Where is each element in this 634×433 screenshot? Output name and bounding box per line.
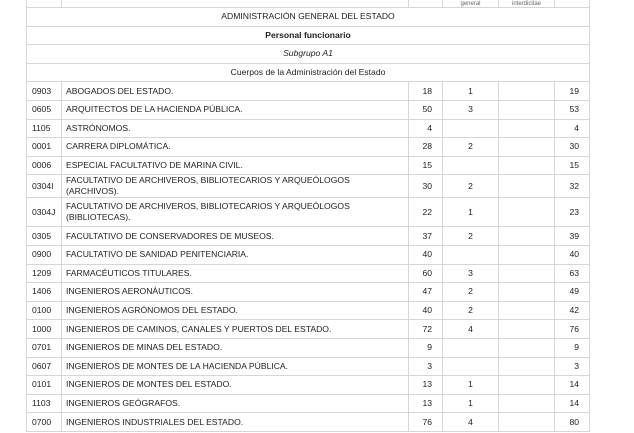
- row-total: 23: [555, 198, 590, 227]
- table-row: [27, 376, 590, 395]
- table-row: [27, 338, 590, 357]
- row-value-a: 72: [409, 320, 443, 339]
- header-cell-general: general: [443, 0, 499, 8]
- header-cell: [27, 0, 62, 8]
- table-body: [27, 0, 590, 431]
- row-code: 0900: [27, 245, 62, 264]
- row-value-c: [499, 357, 555, 376]
- table-row: [27, 138, 590, 157]
- row-value-a: 76: [409, 413, 443, 432]
- table-row: [27, 100, 590, 119]
- row-value-b: 3: [443, 100, 499, 119]
- row-value-b: 2: [443, 283, 499, 302]
- row-value-a: 13: [409, 376, 443, 395]
- row-code: 0700: [27, 413, 62, 432]
- row-value-c: [499, 376, 555, 395]
- table-row: [27, 283, 590, 302]
- row-code: 0903: [27, 82, 62, 101]
- row-value-c: [499, 338, 555, 357]
- row-name: FACULTATIVO DE ARCHIVEROS, BIBLIOTECARIOS Y ARQUEÓLOGOS (ARCHIVOS).: [62, 175, 409, 198]
- row-value-b: 2: [443, 175, 499, 198]
- section-title-subgrupo: Subgrupo A1: [27, 45, 590, 64]
- row-value-a: 9: [409, 338, 443, 357]
- row-total: 76: [555, 320, 590, 339]
- row-name: INGENIEROS GEÓGRAFOS.: [62, 394, 409, 413]
- row-value-b: 2: [443, 227, 499, 246]
- row-name: INGENIEROS DE MONTES DE LA HACIENDA PÚBLICA.: [62, 357, 409, 376]
- row-total: 19: [555, 82, 590, 101]
- row-total: 15: [555, 156, 590, 175]
- row-name: INGENIEROS INDUSTRIALES DEL ESTADO.: [62, 413, 409, 432]
- row-code: 0304J: [27, 198, 62, 227]
- row-name: FACULTATIVO DE ARCHIVEROS, BIBLIOTECARIOS Y ARQUEÓLOGOS (BIBLIOTECAS).: [62, 198, 409, 227]
- row-value-c: [499, 320, 555, 339]
- row-total: 3: [555, 357, 590, 376]
- row-value-a: 40: [409, 301, 443, 320]
- header-cell: [409, 0, 443, 8]
- table-row: [27, 394, 590, 413]
- row-code: 0001: [27, 138, 62, 157]
- table-row: [27, 119, 590, 138]
- table-row: [27, 227, 590, 246]
- row-value-b: 1: [443, 394, 499, 413]
- row-value-c: [499, 245, 555, 264]
- row-value-b: [443, 119, 499, 138]
- row-name: FACULTATIVO DE CONSERVADORES DE MUSEOS.: [62, 227, 409, 246]
- header-cell-interdicitae: interdicitae: [499, 0, 555, 8]
- table-row: [27, 175, 590, 198]
- row-total: 4: [555, 119, 590, 138]
- row-value-a: 15: [409, 156, 443, 175]
- row-name: CARRERA DIPLOMÁTICA.: [62, 138, 409, 157]
- table-row: [27, 198, 590, 227]
- row-name: ASTRÓNOMOS.: [62, 119, 409, 138]
- row-value-c: [499, 301, 555, 320]
- row-value-a: 30: [409, 175, 443, 198]
- row-value-a: 47: [409, 283, 443, 302]
- row-value-a: 4: [409, 119, 443, 138]
- row-value-b: 3: [443, 264, 499, 283]
- positions-table: [26, 0, 590, 432]
- section-title-admin: ADMINISTRACIÓN GENERAL DEL ESTADO: [27, 8, 590, 27]
- section-row-personal: [27, 26, 590, 45]
- row-value-c: [499, 156, 555, 175]
- row-value-c: [499, 119, 555, 138]
- row-value-b: [443, 338, 499, 357]
- header-cell: [555, 0, 590, 8]
- row-code: 1000: [27, 320, 62, 339]
- row-name: ABOGADOS DEL ESTADO.: [62, 82, 409, 101]
- row-value-a: 37: [409, 227, 443, 246]
- row-total: 39: [555, 227, 590, 246]
- row-total: 9: [555, 338, 590, 357]
- row-value-a: 60: [409, 264, 443, 283]
- row-value-a: 18: [409, 82, 443, 101]
- row-value-b: 4: [443, 413, 499, 432]
- table-row: [27, 82, 590, 101]
- table-row: [27, 413, 590, 432]
- row-value-a: 50: [409, 100, 443, 119]
- row-value-b: [443, 357, 499, 376]
- row-total: 14: [555, 394, 590, 413]
- row-value-b: 1: [443, 198, 499, 227]
- table-row: [27, 301, 590, 320]
- row-code: 0607: [27, 357, 62, 376]
- row-value-c: [499, 82, 555, 101]
- row-name: FACULTATIVO DE SANIDAD PENITENCIARIA.: [62, 245, 409, 264]
- table-row: [27, 245, 590, 264]
- row-value-b: 4: [443, 320, 499, 339]
- row-total: 30: [555, 138, 590, 157]
- row-name: INGENIEROS AERONÁUTICOS.: [62, 283, 409, 302]
- row-name: INGENIEROS DE CAMINOS, CANALES Y PUERTOS DEL ESTADO.: [62, 320, 409, 339]
- table-row: [27, 156, 590, 175]
- table-row: [27, 320, 590, 339]
- row-value-a: 3: [409, 357, 443, 376]
- section-row-cuerpos: [27, 63, 590, 82]
- row-code: 0101: [27, 376, 62, 395]
- row-value-c: [499, 175, 555, 198]
- row-value-b: [443, 245, 499, 264]
- row-value-a: 22: [409, 198, 443, 227]
- row-value-c: [499, 198, 555, 227]
- row-total: 53: [555, 100, 590, 119]
- row-name: INGENIEROS AGRÓNOMOS DEL ESTADO.: [62, 301, 409, 320]
- section-title-cuerpos: Cuerpos de la Administración del Estado: [27, 63, 590, 82]
- row-value-c: [499, 100, 555, 119]
- row-code: 0305: [27, 227, 62, 246]
- row-total: 42: [555, 301, 590, 320]
- row-value-c: [499, 394, 555, 413]
- row-name: ARQUITECTOS DE LA HACIENDA PÚBLICA.: [62, 100, 409, 119]
- row-code: 0605: [27, 100, 62, 119]
- row-code: 1103: [27, 394, 62, 413]
- row-value-c: [499, 283, 555, 302]
- row-code: 0304I: [27, 175, 62, 198]
- row-code: 0100: [27, 301, 62, 320]
- table-row: [27, 264, 590, 283]
- row-value-c: [499, 264, 555, 283]
- row-total: 14: [555, 376, 590, 395]
- row-total: 32: [555, 175, 590, 198]
- row-code: 1105: [27, 119, 62, 138]
- section-title-personal: Personal funcionario: [27, 26, 590, 45]
- row-value-c: [499, 227, 555, 246]
- row-total: 63: [555, 264, 590, 283]
- document-page: [26, 0, 589, 432]
- row-value-b: 2: [443, 138, 499, 157]
- header-fragment-row: [27, 0, 590, 8]
- row-name: ESPECIAL FACULTATIVO DE MARINA CIVIL.: [62, 156, 409, 175]
- row-value-a: 28: [409, 138, 443, 157]
- row-name: FARMACÉUTICOS TITULARES.: [62, 264, 409, 283]
- row-value-c: [499, 138, 555, 157]
- row-value-c: [499, 413, 555, 432]
- row-code: 0701: [27, 338, 62, 357]
- row-value-b: [443, 156, 499, 175]
- header-cell: [62, 0, 409, 8]
- row-total: 49: [555, 283, 590, 302]
- row-value-b: 2: [443, 301, 499, 320]
- section-row-subgrupo: [27, 45, 590, 64]
- row-name: INGENIEROS DE MINAS DEL ESTADO.: [62, 338, 409, 357]
- row-total: 80: [555, 413, 590, 432]
- row-value-a: 13: [409, 394, 443, 413]
- row-code: 0006: [27, 156, 62, 175]
- row-value-a: 40: [409, 245, 443, 264]
- row-value-b: 1: [443, 82, 499, 101]
- row-code: 1406: [27, 283, 62, 302]
- row-code: 1209: [27, 264, 62, 283]
- section-row-admin: [27, 8, 590, 27]
- table-row: [27, 357, 590, 376]
- row-total: 40: [555, 245, 590, 264]
- row-name: INGENIEROS DE MONTES DEL ESTADO.: [62, 376, 409, 395]
- row-value-b: 1: [443, 376, 499, 395]
